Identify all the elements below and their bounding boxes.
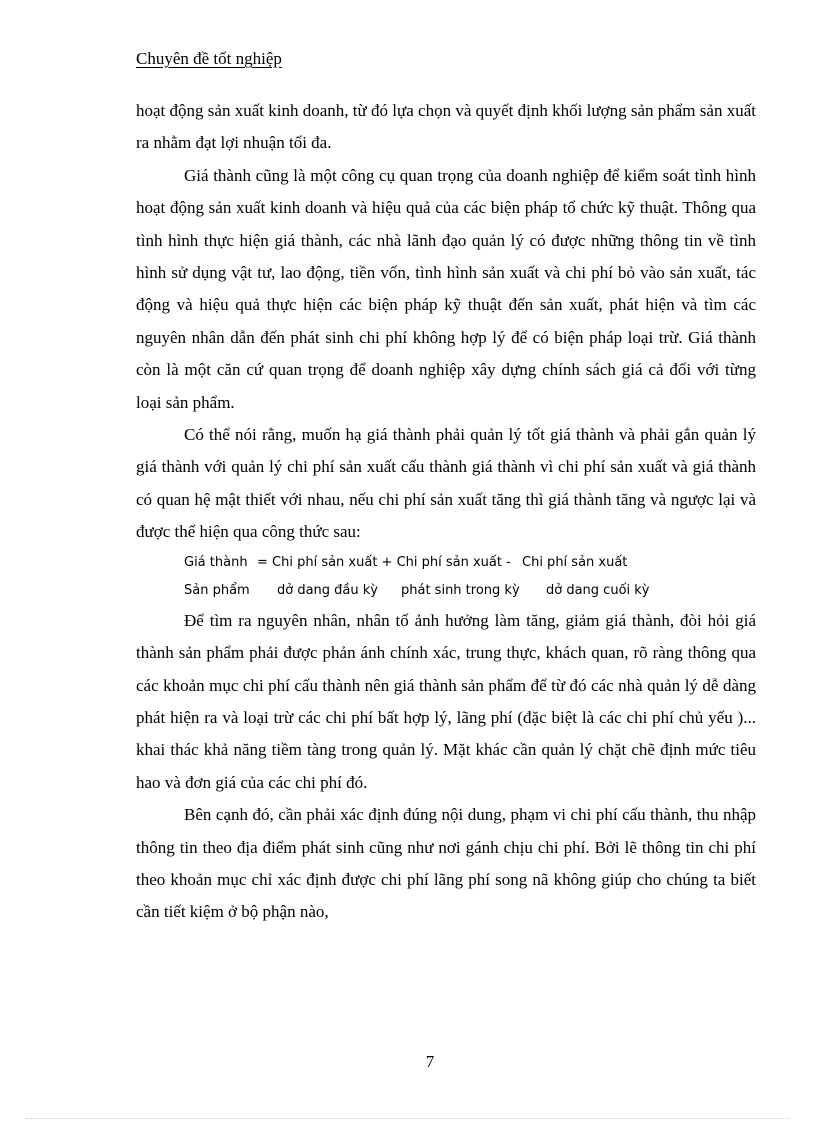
formula-term: = Chi phí sản xuất + Chi phí sản xuất - — [257, 554, 511, 570]
formula-term: phát sinh trong kỳ — [401, 582, 520, 598]
formula-term: Sản phẩm — [184, 582, 250, 598]
paragraph-cost-management: Có thể nói rằng, muốn hạ giá thành phải quản lý tốt giá thành và phải gắn quản lý giá thành với quản lý chi phí sản xuất cấu thành giá thành vì chi phí sản xuất và giá thành có quan hệ mật thiết với nhau, nếu chi phí sản xuất tăng thì giá thành tăng và ngược lại và được thể hiện qua công thức sau: — [136, 425, 756, 542]
formula-term: dở dang đầu kỳ — [277, 582, 378, 598]
formula-term: dở dang cuối kỳ — [546, 582, 650, 598]
paragraph-continuation: hoạt động sản xuất kinh doanh, từ đó lựa chọn và quyết định khối lượng sản phẩm sản xuất ra nhằm đạt lợi nhuận tối đa. — [136, 101, 756, 153]
formula-term: Giá thành — [184, 554, 248, 570]
formula-line-2 — [136, 577, 756, 605]
formula-term: Chi phí sản xuất — [522, 554, 628, 570]
paragraph-cost-control: Giá thành cũng là một công cụ quan trọng của doanh nghiệp để kiểm soát tình hình hoạt động sản xuất kinh doanh và hiệu quả của các biện pháp tổ chức kỹ thuật. Thông qua tình hình thực hiện giá thành, các nhà lãnh đạo quản lý có được những thông tin về tình hình sử dụng vật tư, lao động, tiền vốn, tình hình sản xuất và chi phí bỏ vào sản xuất, tác động và hiệu quả thực hiện các biện pháp kỹ thuật đến sản xuất, phát hiện và tìm các nguyên nhân dẫn đến phát sinh chi phí không hợp lý để có biện pháp loại trừ. Giá thành còn là một căn cứ quan trọng để doanh nghiệp xây dựng chính sách giá cả đối với từng loại sản phẩm. — [136, 165, 756, 412]
paragraph-causes: Để tìm ra nguyên nhân, nhân tố ảnh hưởng làm tăng, giảm giá thành, đòi hỏi giá thành sản phẩm phải được phản ánh chính xác, trung thực, khách quan, rõ ràng thông qua các khoản mục chi phí cấu thành nên giá thành sản phẩm để từ đó các nhà quản lý dễ dàng phát hiện ra và loại trừ các chi phí bất hợp lý, lãng phí (đặc biệt là các chi phí chủ yếu )... khai thác khả năng tiềm tàng trong quản lý. Mặt khác cần quản lý chặt chẽ định mức tiêu hao và đơn giá của các chi phí đó. — [136, 610, 756, 792]
page-number: 7 — [425, 1052, 435, 1071]
formula-line-1 — [136, 549, 756, 577]
header-title: Chuyên đề tốt nghiệp — [136, 49, 282, 68]
body-text — [136, 95, 756, 929]
page-bottom-divider — [26, 1118, 790, 1119]
paragraph-scope: Bên cạnh đó, cần phải xác định đúng nội dung, phạm vi chi phí cấu thành, thu nhập thông tin theo địa điểm phát sinh cũng như nơi gánh chịu chi phí. Bởi lẽ thông tin chi phí theo khoản mục chỉ xác định được chi phí lãng phí song nã không giúp cho chúng ta biết cần tiết kiệm ở bộ phận nào, — [136, 805, 756, 922]
